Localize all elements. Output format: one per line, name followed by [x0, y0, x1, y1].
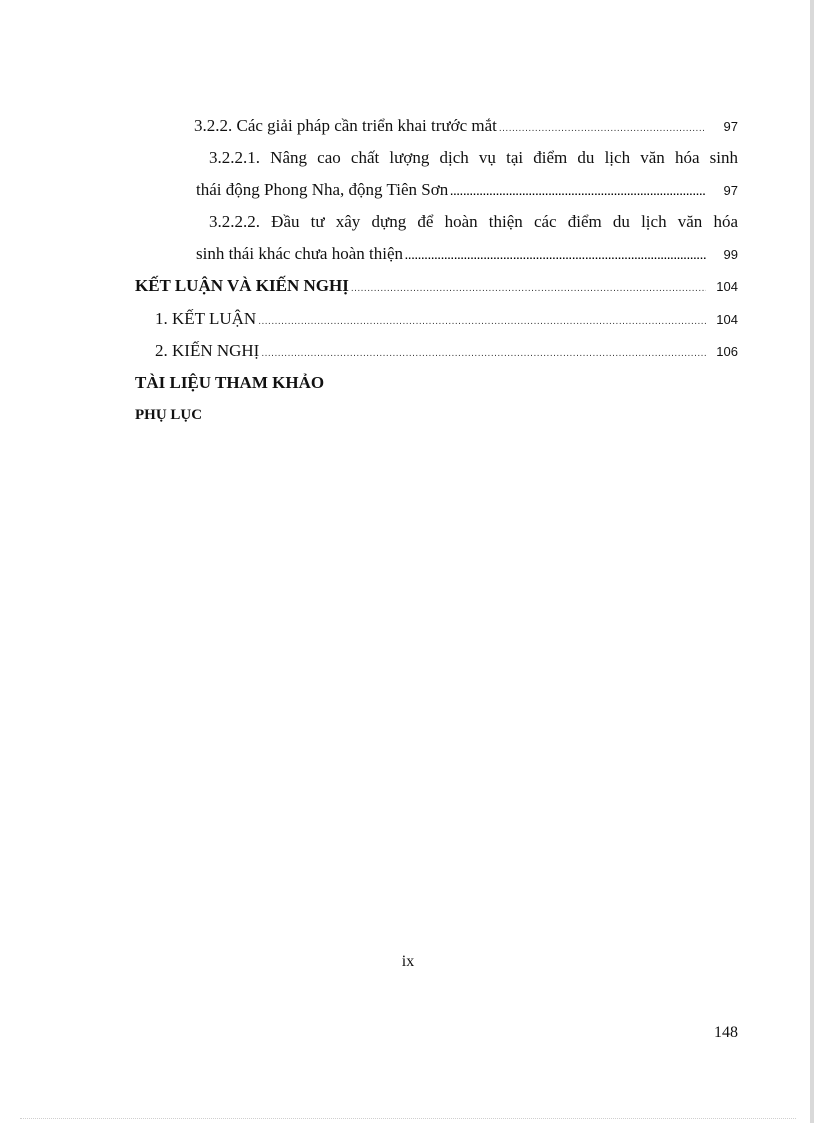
- toc-entry-page: 106: [716, 344, 738, 359]
- roman-page-number: ix: [401, 953, 415, 970]
- toc-entry-page: 99: [723, 247, 738, 262]
- page-number: 148: [714, 1024, 738, 1041]
- toc-entry-page: 97: [723, 183, 738, 198]
- toc-entry-page: 104: [716, 312, 738, 327]
- dot-leader: [258, 312, 706, 332]
- toc-entry-label: 3.2.2.2. Đầu tư xây dựng để hoàn thiện các điểm du lịch văn hóa: [209, 212, 738, 231]
- toc-entry-3-2-2[interactable]: [194, 116, 738, 139]
- toc-entry-appendix[interactable]: PHỤ LỤC: [135, 407, 203, 423]
- toc-entry-3-2-2-2-line2[interactable]: [196, 244, 738, 267]
- dot-leader: [261, 344, 706, 364]
- toc-entry-conclusion[interactable]: [135, 276, 738, 299]
- toc-entry-label: 3.2.2.1. Nâng cao chất lượng dịch vụ tại điểm du lịch văn hóa sinh: [209, 148, 738, 167]
- toc-entry-3-2-2-1-line1[interactable]: [209, 148, 738, 168]
- toc-entry-label: 1. KẾT LUẬN: [155, 309, 257, 328]
- dot-leader: [450, 183, 706, 203]
- toc-entry-label: 2. KIẾN NGHỊ: [155, 341, 260, 360]
- toc-entry-references[interactable]: TÀI LIỆU THAM KHẢO: [135, 373, 325, 392]
- page-bottom-border: [20, 1118, 796, 1119]
- toc-entry-label-cont: sinh thái khác chưa hoàn thiện: [196, 244, 404, 263]
- toc-entry-label: KẾT LUẬN VÀ KIẾN NGHỊ: [135, 276, 349, 295]
- toc-entry-label: 3.2.2. Các giải pháp cần triển khai trước mắt: [194, 116, 497, 135]
- dot-leader: [499, 119, 706, 139]
- toc-entry-3-2-2-1-line2[interactable]: [196, 180, 738, 203]
- toc-entry-page: 97: [723, 119, 738, 134]
- toc-entry-conclusion-2[interactable]: [155, 341, 738, 364]
- dot-leader: [351, 279, 706, 299]
- toc-entry-page: 104: [716, 279, 738, 294]
- toc-entry-label-cont: thái động Phong Nha, động Tiên Sơn: [196, 180, 449, 199]
- toc-entry-conclusion-1[interactable]: [155, 309, 738, 332]
- toc-entry-3-2-2-2-line1[interactable]: [209, 212, 738, 232]
- dot-leader: [405, 247, 706, 267]
